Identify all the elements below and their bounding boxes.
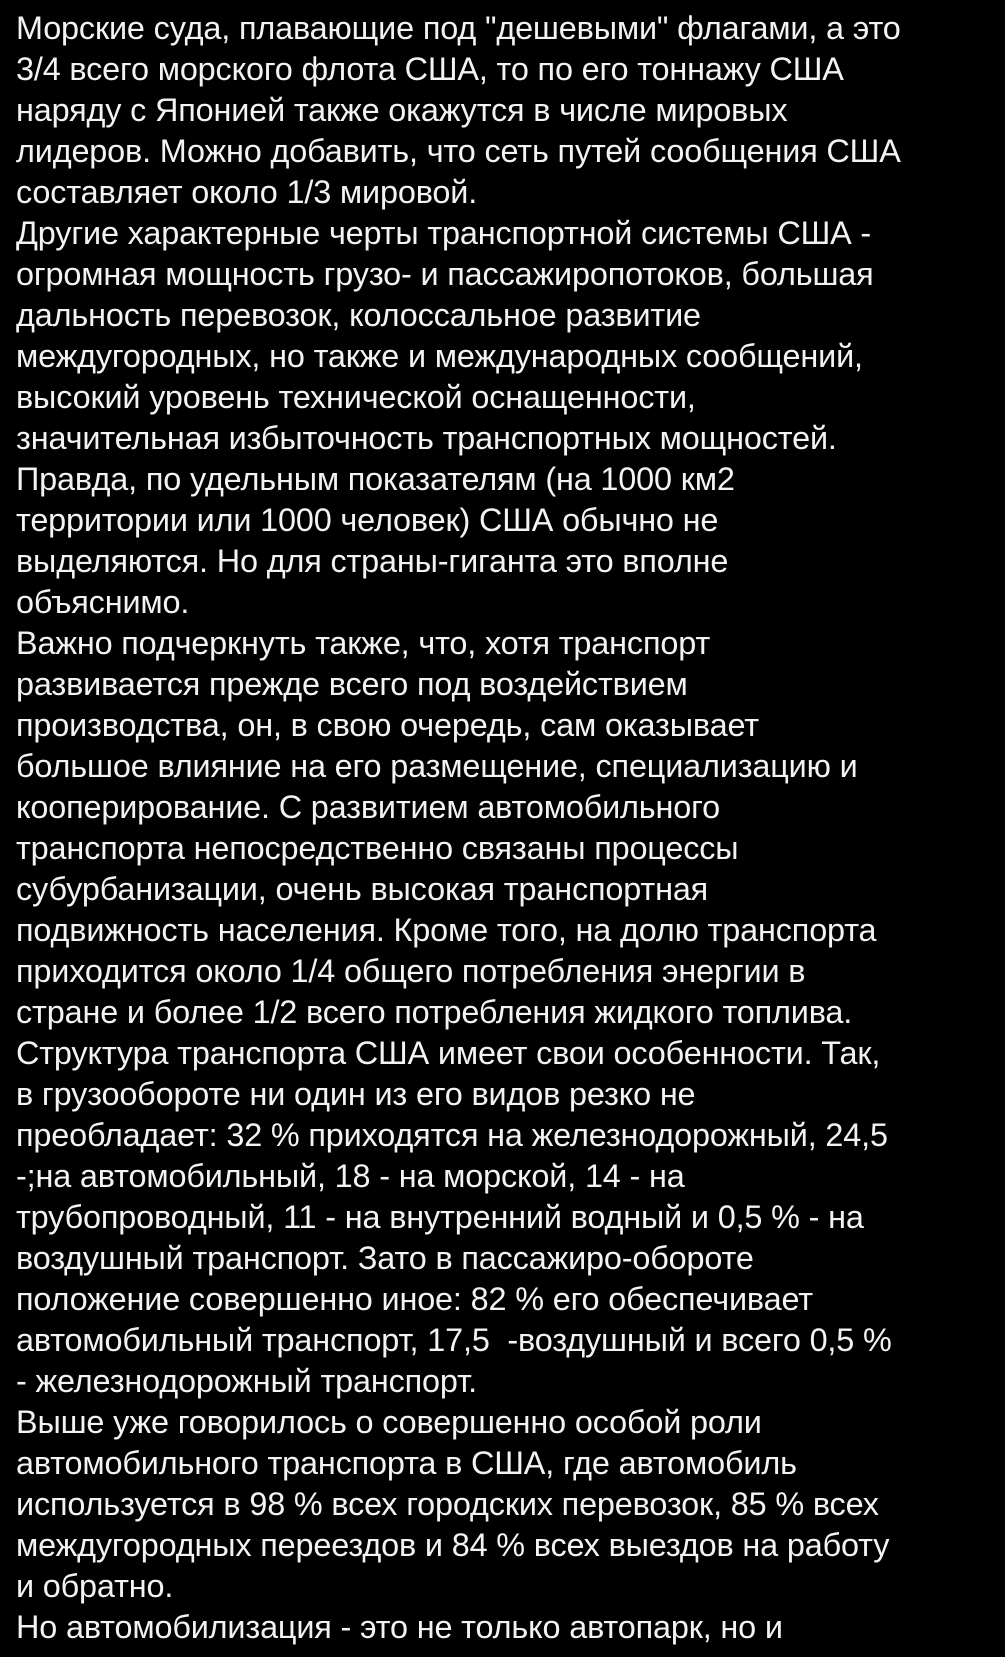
message-line: объяснимо.	[16, 584, 190, 620]
message-line: кооперирование. С развитием автомобильного	[16, 789, 720, 825]
message-line: - железнодорожный транспорт.	[16, 1363, 477, 1399]
message-line: междугородных, но также и международных сообщений,	[16, 338, 863, 374]
message-line: автомобильный транспорт, 17,5 -воздушный и всего 0,5 %	[16, 1322, 892, 1358]
message-line: стране и более 1/2 всего потребления жидкого топлива.	[16, 994, 853, 1030]
message-line: Важно подчеркнуть также, что, хотя транспорт	[16, 625, 711, 661]
message-line: воздушный транспорт. Зато в пассажиро-обороте	[16, 1240, 754, 1276]
message-line: Морские суда, плавающие под "дешевыми" флагами, а это	[16, 10, 901, 46]
message-line: приходится около 1/4 общего потребления энергии в	[16, 953, 806, 989]
message-line: используется в 98 % всех городских перевозок, 85 % всех	[16, 1486, 879, 1522]
message-line: высокий уровень технической оснащенности,	[16, 379, 696, 415]
message-line: 3/4 всего морского флота США, то по его тоннажу США	[16, 51, 844, 87]
message-line: положение совершенно иное: 82 % его обеспечивает	[16, 1281, 813, 1317]
message-line: выделяются. Но для страны-гиганта это вполне	[16, 543, 729, 579]
message-line: развивается прежде всего под воздействием	[16, 666, 688, 702]
message-line: значительная избыточность транспортных мощностей.	[16, 420, 837, 456]
message-line: Выше уже говорилось о совершенно особой роли	[16, 1404, 762, 1440]
message-line: Но автомобилизация - это не только автопарк, но и	[16, 1609, 783, 1645]
message-line: производства, он, в свою очередь, сам оказывает	[16, 707, 759, 743]
message-line: дальность перевозок, колоссальное развитие	[16, 297, 701, 333]
message-line: подвижность населения. Кроме того, на долю транспорта	[16, 912, 877, 948]
message-line: лидеров. Можно добавить, что сеть путей сообщения США	[16, 133, 901, 169]
message-line: транспорта непосредственно связаны процессы	[16, 830, 739, 866]
message-line: -;на автомобильный, 18 - на морской, 14 - на	[16, 1158, 685, 1194]
message-line: наряду с Японией также окажутся в числе мировых	[16, 92, 788, 128]
message-line: Структура транспорта США имеет свои особенности. Так,	[16, 1035, 881, 1071]
message-line: трубопроводный, 11 - на внутренний водный и 0,5 % - на	[16, 1199, 864, 1235]
message-line: автомобильного транспорта в США, где автомобиль	[16, 1445, 797, 1481]
message-line: Правда, по удельным показателям (на 1000 км2	[16, 461, 735, 497]
message-line: большое влияние на его размещение, специализацию и	[16, 748, 858, 784]
message-line: междугородных переездов и 84 % всех выездов на работу	[16, 1527, 890, 1563]
message-line: в грузообороте ни один из его видов резко не	[16, 1076, 696, 1112]
message-line: субурбанизации, очень высокая транспортная	[16, 871, 709, 907]
message-line: и обратно.	[16, 1568, 174, 1604]
message-line: огромная мощность грузо- и пассажиропотоков, большая	[16, 256, 874, 292]
message-line: преобладает: 32 % приходятся на железнодорожный, 24,5	[16, 1117, 888, 1153]
message-line: Другие характерные черты транспортной системы США -	[16, 215, 872, 251]
message-line: территории или 1000 человек) США обычно не	[16, 502, 719, 538]
message-text-block	[16, 8, 1001, 1648]
message-line: составляет около 1/3 мировой.	[16, 174, 478, 210]
